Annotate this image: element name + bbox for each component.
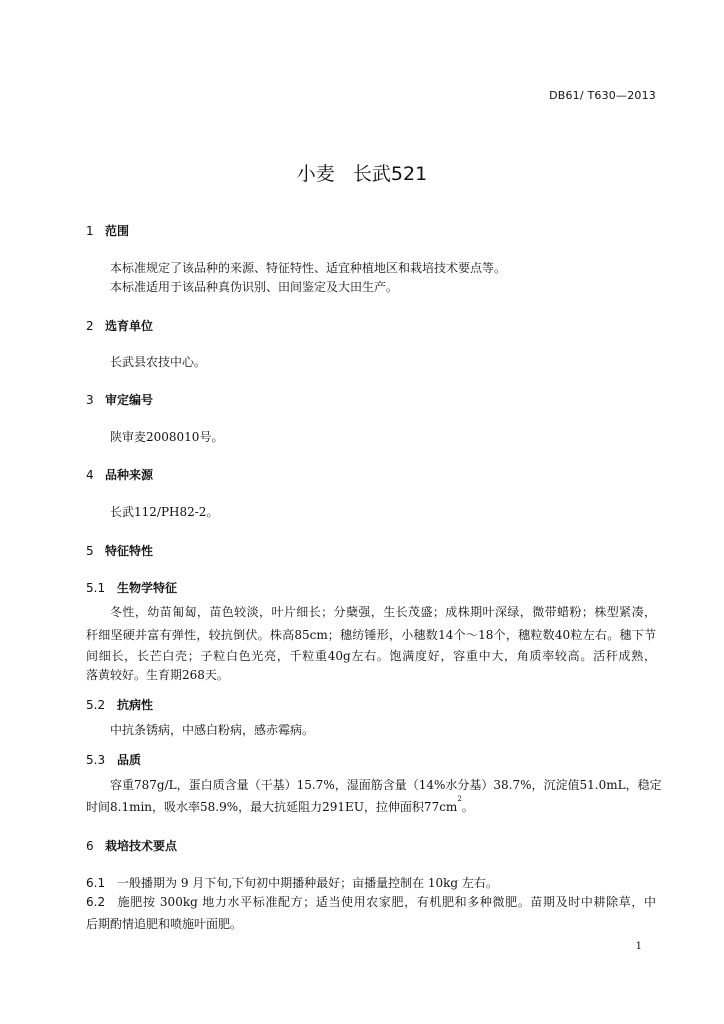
paragraph-line: 秆细坚硬并富有弹性，较抗倒伏。株高85cm；穗纺锤形，小穗数14个～18个，穗粒数40粒左右。穗下节 [86, 628, 656, 642]
clause-text: 施肥按 300kg 地力水平标准配方；适当使用农家肥，有机肥和多种微肥。苗期及时中耕除草，中 [117, 895, 656, 909]
section-title: 品种来源 [105, 468, 154, 482]
superscript: 2 [457, 795, 462, 803]
paragraph-line: 容重787g/L，蛋白质含量（干基）15.7%，湿面筋含量（14%水分基）38.7%，沉淀值51.0mL，稳定 [110, 778, 662, 792]
section-number: 1 [86, 224, 94, 238]
paragraph-line: 冬性，幼苗匍匐，苗色较淡，叶片细长；分蘖强，生长茂盛；成株期叶深绿，微带蜡粉；株型紧凑， [110, 605, 656, 619]
section-heading-3 [86, 391, 153, 408]
clause-6-2 [86, 893, 656, 910]
clause-number: 6.1 [86, 876, 106, 890]
clause-number: 6.2 [86, 895, 106, 909]
section-number: 5.2 [86, 698, 106, 712]
section-number: 3 [86, 393, 94, 407]
paragraph-line: 间细长，长芒白壳；子粒白色光亮，千粒重40g左右。饱满度好，容重中大，角质率较高。活秆成熟， [86, 649, 656, 663]
paragraph-text: 时间8.1min，吸水率58.9%，最大抗延阻力291EU，拉伸面积77cm [86, 800, 458, 814]
clause-text: 一般播期为 9 月下旬,下旬初中期播种最好；亩播量控制在 10kg 左右。 [117, 876, 498, 890]
section-heading-5 [86, 542, 153, 559]
paragraph: 长武112/PH82-2。 [110, 505, 219, 519]
section-number: 6 [86, 839, 94, 853]
section-title: 品质 [117, 753, 142, 767]
document-title: 小麦 长武521 [296, 163, 428, 185]
section-number: 4 [86, 468, 94, 482]
section-number: 5.1 [86, 581, 106, 595]
section-title: 特征特性 [105, 544, 154, 558]
section-heading-2 [86, 317, 153, 334]
paragraph-line [86, 795, 474, 815]
section-title: 范围 [105, 224, 130, 238]
section-number: 5 [86, 544, 94, 558]
paragraph-line: 后期酌情追肥和喷施叶面肥。 [86, 917, 243, 931]
subsection-heading-5-1 [86, 579, 177, 596]
section-heading-4 [86, 466, 153, 483]
page-number: 1 [635, 941, 642, 952]
section-heading-6 [86, 837, 177, 854]
paragraph: 本标准适用于该品种真伪识别、田间鉴定及大田生产。 [110, 280, 399, 294]
paragraph: 长武县农技中心。 [110, 355, 207, 369]
paragraph: 中抗条锈病，中感白粉病，感赤霉病。 [110, 723, 315, 737]
clause-6-1 [86, 874, 498, 891]
standard-number: DB61/ T630—2013 [549, 89, 656, 102]
section-title: 选育单位 [105, 319, 154, 333]
paragraph: 本标准规定了该品种的来源、特征特性、适宜种植地区和栽培技术要点等。 [110, 261, 507, 275]
paragraph-line: 落黄较好。生育期268天。 [86, 668, 229, 682]
section-number: 5.3 [86, 753, 106, 767]
subsection-heading-5-3 [86, 751, 141, 768]
section-title: 栽培技术要点 [105, 839, 178, 853]
section-heading-1 [86, 222, 129, 239]
paragraph: 陕审麦2008010号。 [110, 430, 224, 444]
section-title: 抗病性 [117, 698, 154, 712]
section-title: 生物学特征 [117, 581, 178, 595]
paragraph-text: 。 [461, 800, 474, 814]
subsection-heading-5-2 [86, 696, 153, 713]
section-title: 审定编号 [105, 393, 154, 407]
section-number: 2 [86, 319, 94, 333]
